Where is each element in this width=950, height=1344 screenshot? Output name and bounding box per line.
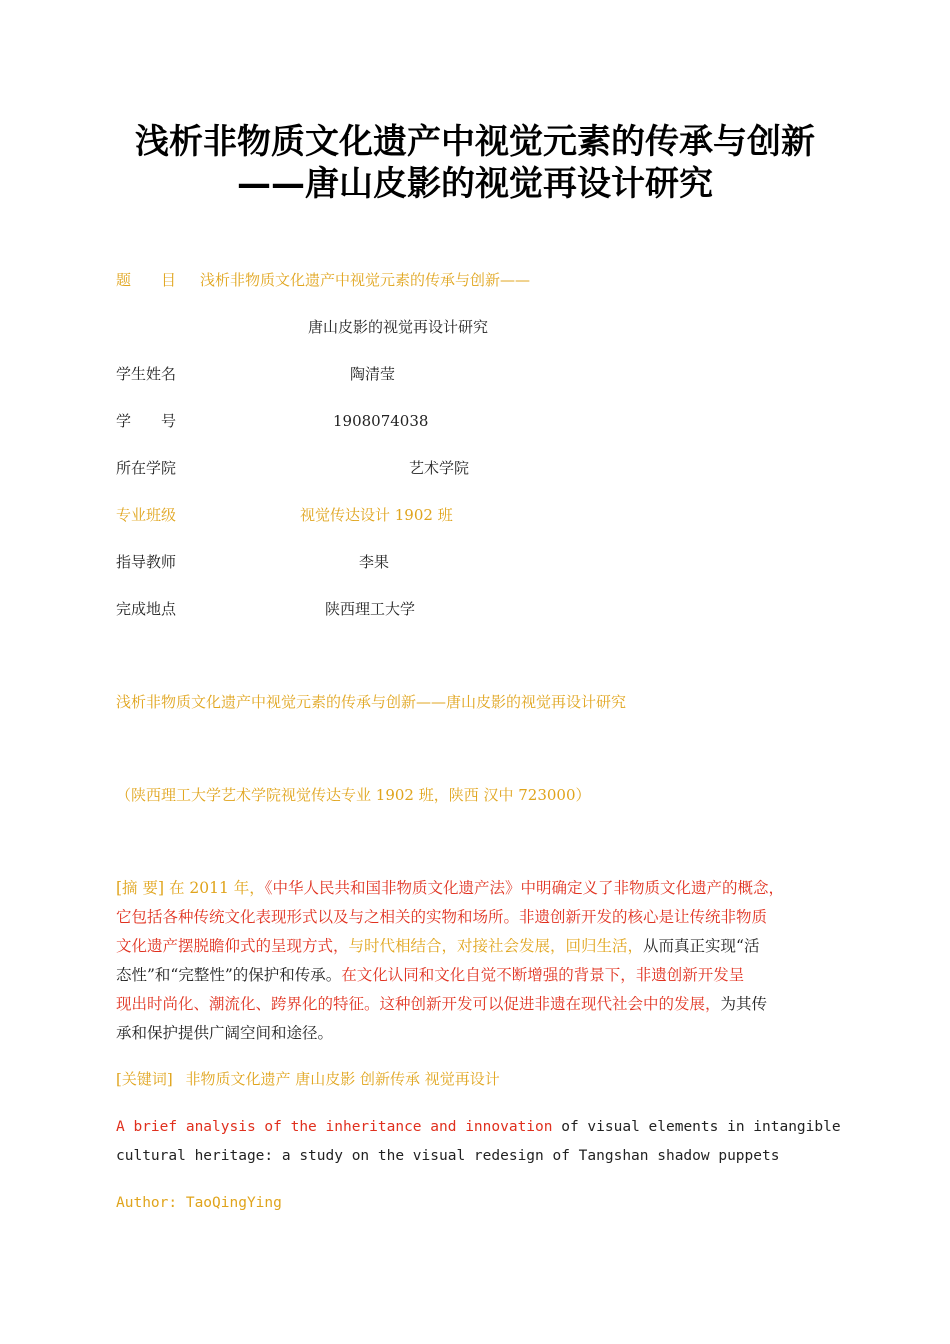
topic-value-line-1: 浅析非物质文化遗产中视觉元素的传承与创新—— — [200, 271, 531, 289]
abstract-text: 态性”和“完整性”的保护和传承。 — [116, 966, 342, 984]
keywords-label: [关键词] — [116, 1070, 173, 1088]
abstract-text: 文化遗产摆脱瞻仰式的呈现方式， — [116, 937, 349, 955]
abstract-text: 现出时尚化、潮流化、跨界化的特征。这种创新开发可以促进非遗在现代社会中的发展， — [116, 995, 721, 1013]
student-name-label: 学生姓名 — [116, 365, 177, 383]
location-value: 陕西理工大学 — [325, 600, 416, 618]
abstract-line — [116, 990, 838, 1019]
keywords-value: 非物质文化遗产 唐山皮影 创新传承 视觉再设计 — [185, 1070, 500, 1088]
english-title-line-1 — [116, 1116, 841, 1138]
abstract-text: 在 2011 年， — [168, 879, 265, 897]
document-title-line-1: 浅析非物质文化遗产中视觉元素的传承与创新 — [135, 122, 815, 162]
topic-value-line-2: 唐山皮影的视觉再设计研究 — [308, 318, 489, 336]
english-title-line-2: cultural heritage: a study on the visual redesign of Tangshan shadow puppets — [116, 1148, 780, 1164]
student-name-value: 陶清莹 — [350, 365, 396, 383]
abstract-text: 为其传 — [720, 995, 768, 1013]
advisor-value: 李果 — [359, 553, 390, 571]
keywords — [116, 1068, 500, 1090]
class-value: 视觉传达设计 1902 班 — [300, 506, 453, 524]
topic-label: 题 目 — [116, 271, 177, 289]
paper-title: 浅析非物质文化遗产中视觉元素的传承与创新——唐山皮影的视觉再设计研究 — [116, 693, 627, 711]
abstract-line — [116, 874, 838, 903]
college-value: 艺术学院 — [409, 459, 470, 477]
abstract-text: 与时代相结合，对接社会发展，回归生活， — [348, 937, 644, 955]
abstract-text: 在文化认同和文化自觉不断增强的背景下，非遗创新开发呈 — [341, 966, 745, 984]
advisor-label: 指导教师 — [116, 553, 177, 571]
abstract-line — [116, 932, 838, 961]
abstract-line — [116, 961, 838, 990]
abstract-text: 《中华人民共和国非物质文化遗产法》中明确定义了非物质文化遗产的概念， — [264, 879, 785, 897]
location-label: 完成地点 — [116, 600, 177, 618]
student-id-value: 1908074038 — [333, 412, 429, 430]
college-label: 所在学院 — [116, 459, 177, 477]
abstract-text: 从而真正实现“活 — [643, 937, 760, 955]
student-id-label: 学 号 — [116, 412, 177, 430]
english-author: Author: TaoQingYing — [116, 1195, 282, 1211]
abstract-line — [116, 903, 838, 932]
abstract-text: 它包括各种传统文化表现形式以及与之相关的实物和场所。非遗创新开发的核心是让传统非物质 — [116, 908, 768, 926]
english-title-text: of visual elements in intangible — [552, 1119, 841, 1135]
document-title-line-2: ——唐山皮影的视觉再设计研究 — [237, 164, 713, 204]
class-label: 专业班级 — [116, 506, 177, 524]
abstract — [116, 874, 838, 1048]
english-title-text: A brief analysis of the inheritance and innovation — [116, 1119, 553, 1135]
abstract-line — [116, 1019, 838, 1048]
abstract-text: 承和保护提供广阔空间和途径。 — [116, 1024, 334, 1042]
affiliation: （陕西理工大学艺术学院视觉传达专业 1902 班，陕西 汉中 723000） — [116, 786, 591, 804]
abstract-label: [摘 要] — [116, 879, 165, 897]
